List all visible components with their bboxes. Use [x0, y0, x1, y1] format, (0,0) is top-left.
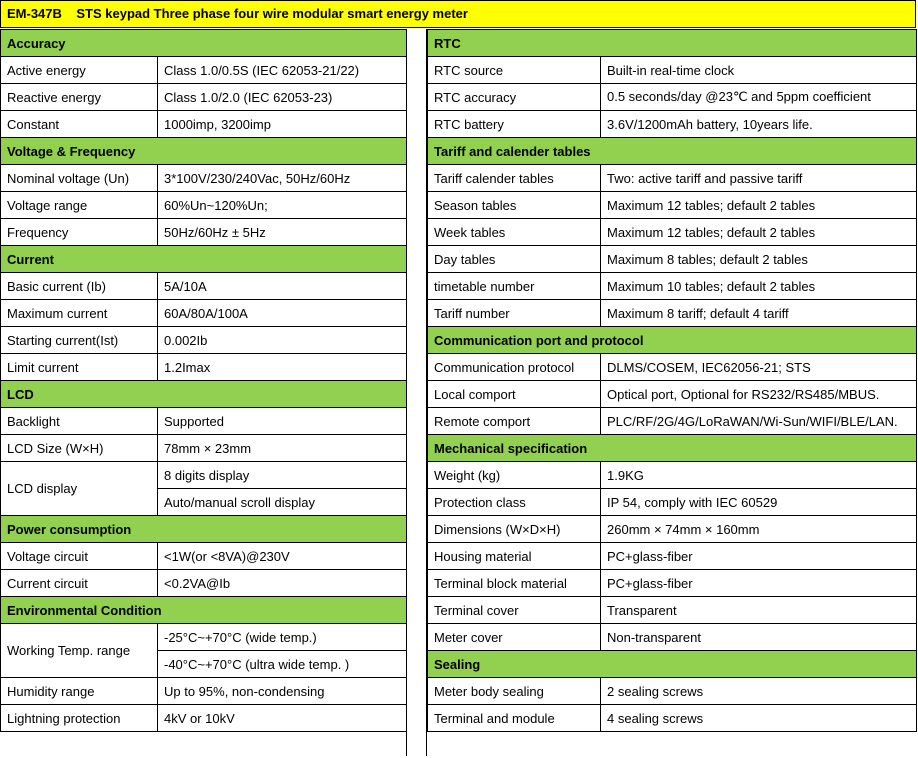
spec-value: 1000imp, 3200imp	[158, 111, 407, 138]
spec-value: <0.2VA@Ib	[158, 570, 407, 597]
section-title: Tariff and calender tables	[428, 138, 917, 165]
spec-label: Frequency	[1, 219, 158, 246]
spec-label: Lightning protection	[1, 705, 158, 732]
spec-row	[428, 246, 917, 273]
spec-row	[1, 678, 407, 705]
spec-value: Up to 95%, non-condensing	[158, 678, 407, 705]
spec-label: Backlight	[1, 408, 158, 435]
spec-row	[1, 435, 407, 462]
section-header-sealing	[428, 651, 917, 678]
spec-row	[428, 624, 917, 651]
section-header-power-consumption	[1, 516, 407, 543]
spec-value: 0.002Ib	[158, 327, 407, 354]
section-header-environmental-condition	[1, 597, 407, 624]
section-header-mechanical-specification	[428, 435, 917, 462]
section-header-accuracy	[1, 30, 407, 57]
section-title: Power consumption	[1, 516, 407, 543]
spec-row	[428, 462, 917, 489]
spec-value: PLC/RF/2G/4G/LoRaWAN/Wi-Sun/WIFI/BLE/LAN.	[601, 408, 917, 435]
section-header-current	[1, 246, 407, 273]
section-title: LCD	[1, 381, 407, 408]
spec-value: 60%Un~120%Un;	[158, 192, 407, 219]
spec-row	[1, 705, 407, 732]
spec-label: Limit current	[1, 354, 158, 381]
section-title: Accuracy	[1, 30, 407, 57]
spec-row	[428, 381, 917, 408]
spec-value: Maximum 8 tariff; default 4 tariff	[601, 300, 917, 327]
spec-label: Constant	[1, 111, 158, 138]
document-title	[0, 0, 916, 28]
spec-label: Current circuit	[1, 570, 158, 597]
spec-row	[1, 624, 407, 651]
spec-row	[1, 192, 407, 219]
section-title: Voltage & Frequency	[1, 138, 407, 165]
spec-label: Dimensions (W×D×H)	[428, 516, 601, 543]
spec-value: Maximum 8 tables; default 2 tables	[601, 246, 917, 273]
spec-value: DLMS/COSEM, IEC62056-21; STS	[601, 354, 917, 381]
spec-value: <1W(or <8VA)@230V	[158, 543, 407, 570]
left-spec-table	[0, 29, 407, 732]
spec-label: Basic current (Ib)	[1, 273, 158, 300]
spec-label: Protection class	[428, 489, 601, 516]
spec-value: Class 1.0/0.5S (IEC 62053-21/22)	[158, 57, 407, 84]
spec-value: Maximum 10 tables; default 2 tables	[601, 273, 917, 300]
spec-label: LCD Size (W×H)	[1, 435, 158, 462]
spec-value: 0.5 seconds/day @23℃ and 5ppm coefficient	[601, 84, 917, 111]
spec-row	[428, 354, 917, 381]
section-title: Current	[1, 246, 407, 273]
spec-row	[428, 597, 917, 624]
spec-label: Reactive energy	[1, 84, 158, 111]
spec-row	[1, 354, 407, 381]
spec-label: RTC source	[428, 57, 601, 84]
spec-row	[428, 219, 917, 246]
spec-label: Active energy	[1, 57, 158, 84]
spec-row	[1, 300, 407, 327]
spec-row	[1, 462, 407, 489]
section-header-voltage-frequency	[1, 138, 407, 165]
spec-label: Remote comport	[428, 408, 601, 435]
spec-label: Terminal cover	[428, 597, 601, 624]
spec-value: Optical port, Optional for RS232/RS485/MBUS.	[601, 381, 917, 408]
spec-value: PC+glass-fiber	[601, 570, 917, 597]
section-header-tariff-and-calender-tables	[428, 138, 917, 165]
spec-label: Terminal and module	[428, 705, 601, 732]
spec-row	[428, 408, 917, 435]
spec-row	[1, 570, 407, 597]
spec-label: Humidity range	[1, 678, 158, 705]
spec-value: 60A/80A/100A	[158, 300, 407, 327]
spec-value: Maximum 12 tables; default 2 tables	[601, 192, 917, 219]
spec-value: 1.2Imax	[158, 354, 407, 381]
spec-row	[1, 408, 407, 435]
spec-label: Week tables	[428, 219, 601, 246]
spec-label: RTC accuracy	[428, 84, 601, 111]
spec-value: 3*100V/230/240Vac, 50Hz/60Hz	[158, 165, 407, 192]
spec-row	[1, 84, 407, 111]
spec-label: RTC battery	[428, 111, 601, 138]
spec-label: timetable number	[428, 273, 601, 300]
spec-value: Auto/manual scroll display	[158, 489, 407, 516]
spec-value: Supported	[158, 408, 407, 435]
spec-label: Nominal voltage (Un)	[1, 165, 158, 192]
spec-value: 4kV or 10kV	[158, 705, 407, 732]
spec-row	[428, 57, 917, 84]
section-header-rtc	[428, 30, 917, 57]
spec-row	[1, 165, 407, 192]
spec-value: -40°C~+70°C (ultra wide temp. )	[158, 651, 407, 678]
section-title: RTC	[428, 30, 917, 57]
spec-value: Built-in real-time clock	[601, 57, 917, 84]
spec-value: 2 sealing screws	[601, 678, 917, 705]
spec-row	[1, 219, 407, 246]
spec-row	[1, 111, 407, 138]
spec-row	[428, 570, 917, 597]
spec-label: Working Temp. range	[1, 624, 158, 678]
spec-label: Day tables	[428, 246, 601, 273]
spec-value: 78mm × 23mm	[158, 435, 407, 462]
spec-row	[428, 165, 917, 192]
section-title: Sealing	[428, 651, 917, 678]
right-spec-table	[427, 29, 917, 732]
section-header-communication-port-and-protocol	[428, 327, 917, 354]
spec-value: IP 54, comply with IEC 60529	[601, 489, 917, 516]
spec-label: Voltage circuit	[1, 543, 158, 570]
spec-row	[1, 543, 407, 570]
spec-row	[428, 678, 917, 705]
spec-row	[428, 192, 917, 219]
spec-label: Tariff number	[428, 300, 601, 327]
spec-value: Two: active tariff and passive tariff	[601, 165, 917, 192]
spec-label: LCD display	[1, 462, 158, 516]
spec-value: Class 1.0/2.0 (IEC 62053-23)	[158, 84, 407, 111]
spec-row	[1, 273, 407, 300]
section-header-lcd	[1, 381, 407, 408]
section-title: Mechanical specification	[428, 435, 917, 462]
spec-row	[428, 516, 917, 543]
spec-row	[1, 327, 407, 354]
spec-label: Voltage range	[1, 192, 158, 219]
spec-row	[428, 273, 917, 300]
spec-label: Season tables	[428, 192, 601, 219]
spec-label: Terminal block material	[428, 570, 601, 597]
spec-row	[428, 300, 917, 327]
spec-label: Maximum current	[1, 300, 158, 327]
spec-value: 5A/10A	[158, 273, 407, 300]
spec-value: 1.9KG	[601, 462, 917, 489]
spec-label: Weight (kg)	[428, 462, 601, 489]
spec-value: -25°C~+70°C (wide temp.)	[158, 624, 407, 651]
spec-label: Meter body sealing	[428, 678, 601, 705]
spec-row	[1, 57, 407, 84]
spec-value: Non-transparent	[601, 624, 917, 651]
section-title: Communication port and protocol	[428, 327, 917, 354]
section-title: Environmental Condition	[1, 597, 407, 624]
spec-value: 50Hz/60Hz ± 5Hz	[158, 219, 407, 246]
spec-row	[428, 489, 917, 516]
spec-value: 3.6V/1200mAh battery, 10years life.	[601, 111, 917, 138]
model-number: EM-347B	[7, 6, 62, 21]
spec-row	[428, 543, 917, 570]
spec-label: Starting current(Ist)	[1, 327, 158, 354]
spec-label: Meter cover	[428, 624, 601, 651]
spec-value: Maximum 12 tables; default 2 tables	[601, 219, 917, 246]
spec-label: Communication protocol	[428, 354, 601, 381]
spec-row	[428, 705, 917, 732]
spec-label: Tariff calender tables	[428, 165, 601, 192]
spec-row	[428, 84, 917, 111]
spec-row	[428, 111, 917, 138]
spec-value: Transparent	[601, 597, 917, 624]
spec-value: PC+glass-fiber	[601, 543, 917, 570]
product-name: STS keypad Three phase four wire modular smart energy meter	[76, 6, 468, 21]
spec-label: Housing material	[428, 543, 601, 570]
spec-value: 260mm × 74mm × 160mm	[601, 516, 917, 543]
spec-label: Local comport	[428, 381, 601, 408]
spec-value: 8 digits display	[158, 462, 407, 489]
column-gap	[406, 29, 427, 756]
spec-value: 4 sealing screws	[601, 705, 917, 732]
